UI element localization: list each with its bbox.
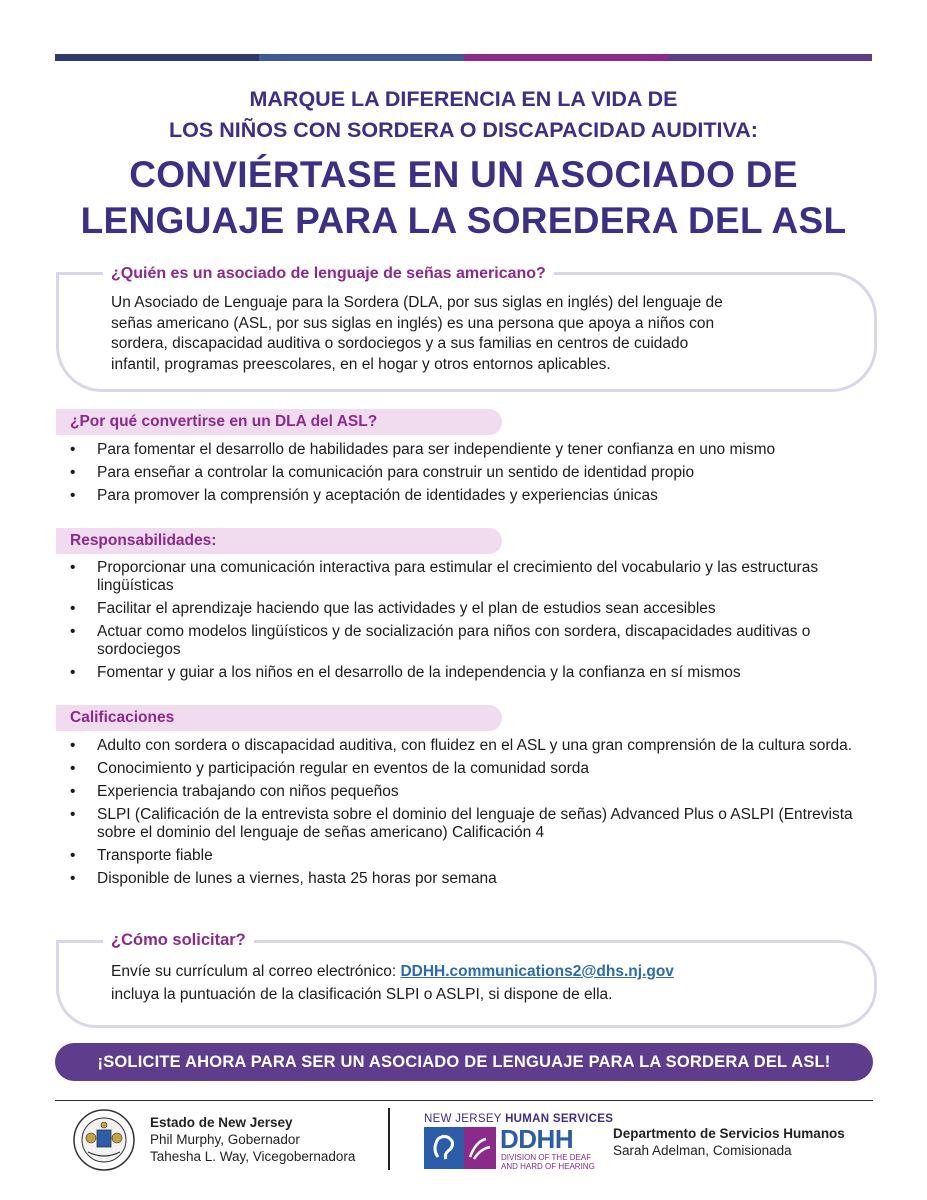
email-link[interactable]: DDHH.communications2@dhs.nj.gov <box>400 963 674 980</box>
list-item: • Transporte fiable <box>56 847 876 865</box>
nj-state-seal-icon <box>72 1108 136 1172</box>
who-text-line: Un Asociado de Lenguaje para la Sordera (DLA, por sus siglas en inglés) del lenguaje de <box>111 294 723 311</box>
ddhh-logo-text: DDHH <box>500 1124 574 1154</box>
bar-segment <box>464 54 668 61</box>
lt-governor: Tahesha L. Way, Vicegobernadora <box>150 1149 356 1164</box>
why-heading: ¿Por qué convertirse en un DLA del ASL? <box>56 409 502 435</box>
list-item: • Disponible de lunes a viernes, hasta 25 horas por semana <box>56 870 876 888</box>
list-item: • Para enseñar a controlar la comunicación para construir un sentido de identidad propio <box>56 464 876 482</box>
resp-heading: Responsabilidades: <box>56 528 502 554</box>
signing-hand-icon <box>464 1127 496 1169</box>
list-item: • Actuar como modelos lingüísticos y de socialización para niños con sordera, discapacidades auditivas o sordociegos <box>56 623 876 659</box>
human-services-label: NEW JERSEY HUMAN SERVICES <box>424 1113 614 1125</box>
list-item: • Conocimiento y participación regular en eventos de la comunidad sorda <box>56 760 876 778</box>
who-title: ¿Quién es un asociado de lenguaje de señas americano? <box>103 263 554 285</box>
list-item: • Adulto con sordera o discapacidad auditiva, con fluidez en el ASL y una gran comprensión de la cultura sorda. <box>56 737 876 755</box>
list-item: • Facilitar el aprendizaje haciendo que las actividades y el plan de estudios sean accesibles <box>56 600 876 618</box>
apply-text <box>111 960 861 1006</box>
state-info <box>150 1114 355 1165</box>
list-item: • Para fomentar el desarrollo de habilidades para ser independiente y tener confianza en uno mismo <box>56 441 876 459</box>
list-item: • Experiencia trabajando con niños pequeños <box>56 783 876 801</box>
apply-prefix: Envíe su currículum al correo electrónico: <box>111 963 401 980</box>
governor: Phil Murphy, Gobernador <box>150 1132 300 1147</box>
ear-icon <box>424 1127 466 1169</box>
header-subtitle-line1: MARQUE LA DIFERENCIA EN LA VIDA DE <box>249 87 678 111</box>
why-list <box>56 441 876 510</box>
bar-segment <box>259 54 463 61</box>
footer-divider <box>55 1100 873 1101</box>
qual-list <box>56 737 876 893</box>
dept-name: Departmento de Servicios Humanos <box>613 1126 845 1141</box>
footer-vertical-divider <box>388 1108 390 1170</box>
who-text-line: infantil, programas preescolares, en el hogar y otros entornos aplicables. <box>111 355 611 373</box>
dept-info <box>613 1125 845 1159</box>
page-title-line2: LENGUAJE PARA LA SOREDERA DEL ASL <box>80 200 847 241</box>
resp-list <box>56 559 876 687</box>
who-text-line: señas americano (ASL, por sus siglas en inglés) es una persona que apoya a niños con <box>111 314 715 332</box>
list-item: • Para promover la comprensión y aceptación de identidades y experiencias únicas <box>56 487 876 505</box>
header-subtitle-line2: LOS NIÑOS CON SORDERA O DISCAPACIDAD AUDITIVA: <box>169 118 758 142</box>
list-item: • SLPI (Calificación de la entrevista sobre el dominio del lenguaje de señas) Advanced Plus o ASLPI (Entrevista sobre el dominio del lenguaje de señas americano) Calificación 4 <box>56 806 876 842</box>
apply-line2: incluya la puntuación de la clasificación SLPI o ASLPI, si dispone de ella. <box>111 986 613 1003</box>
qual-heading: Calificaciones <box>56 705 502 731</box>
who-text <box>111 293 861 375</box>
state-name: Estado de New Jersey <box>150 1115 293 1130</box>
bar-segment <box>668 54 872 61</box>
ddhh-subtitle: DIVISION OF THE DEAF AND HARD OF HEARING <box>501 1153 595 1171</box>
commissioner: Sarah Adelman, Comisionada <box>613 1143 792 1158</box>
page-title-line1: CONVIÉRTASE EN UN ASOCIADO DE <box>129 154 798 195</box>
list-item: • Proporcionar una comunicación interactiva para estimular el crecimiento del vocabulario y las estructuras lingüísticas <box>56 559 876 595</box>
top-color-bar <box>55 54 872 61</box>
bar-segment <box>55 54 259 61</box>
apply-now-banner: ¡SOLICITE AHORA PARA SER UN ASOCIADO DE LENGUAJE PARA LA SORDERA DEL ASL! <box>55 1043 873 1081</box>
who-text-line: sordera, discapacidad auditiva o sordociegos y a sus familias en centros de cuidado <box>111 335 689 352</box>
list-item: • Fomentar y guiar a los niños en el desarrollo de la independencia y la confianza en sí mismos <box>56 664 876 682</box>
apply-title: ¿Cómo solicitar? <box>103 929 254 951</box>
